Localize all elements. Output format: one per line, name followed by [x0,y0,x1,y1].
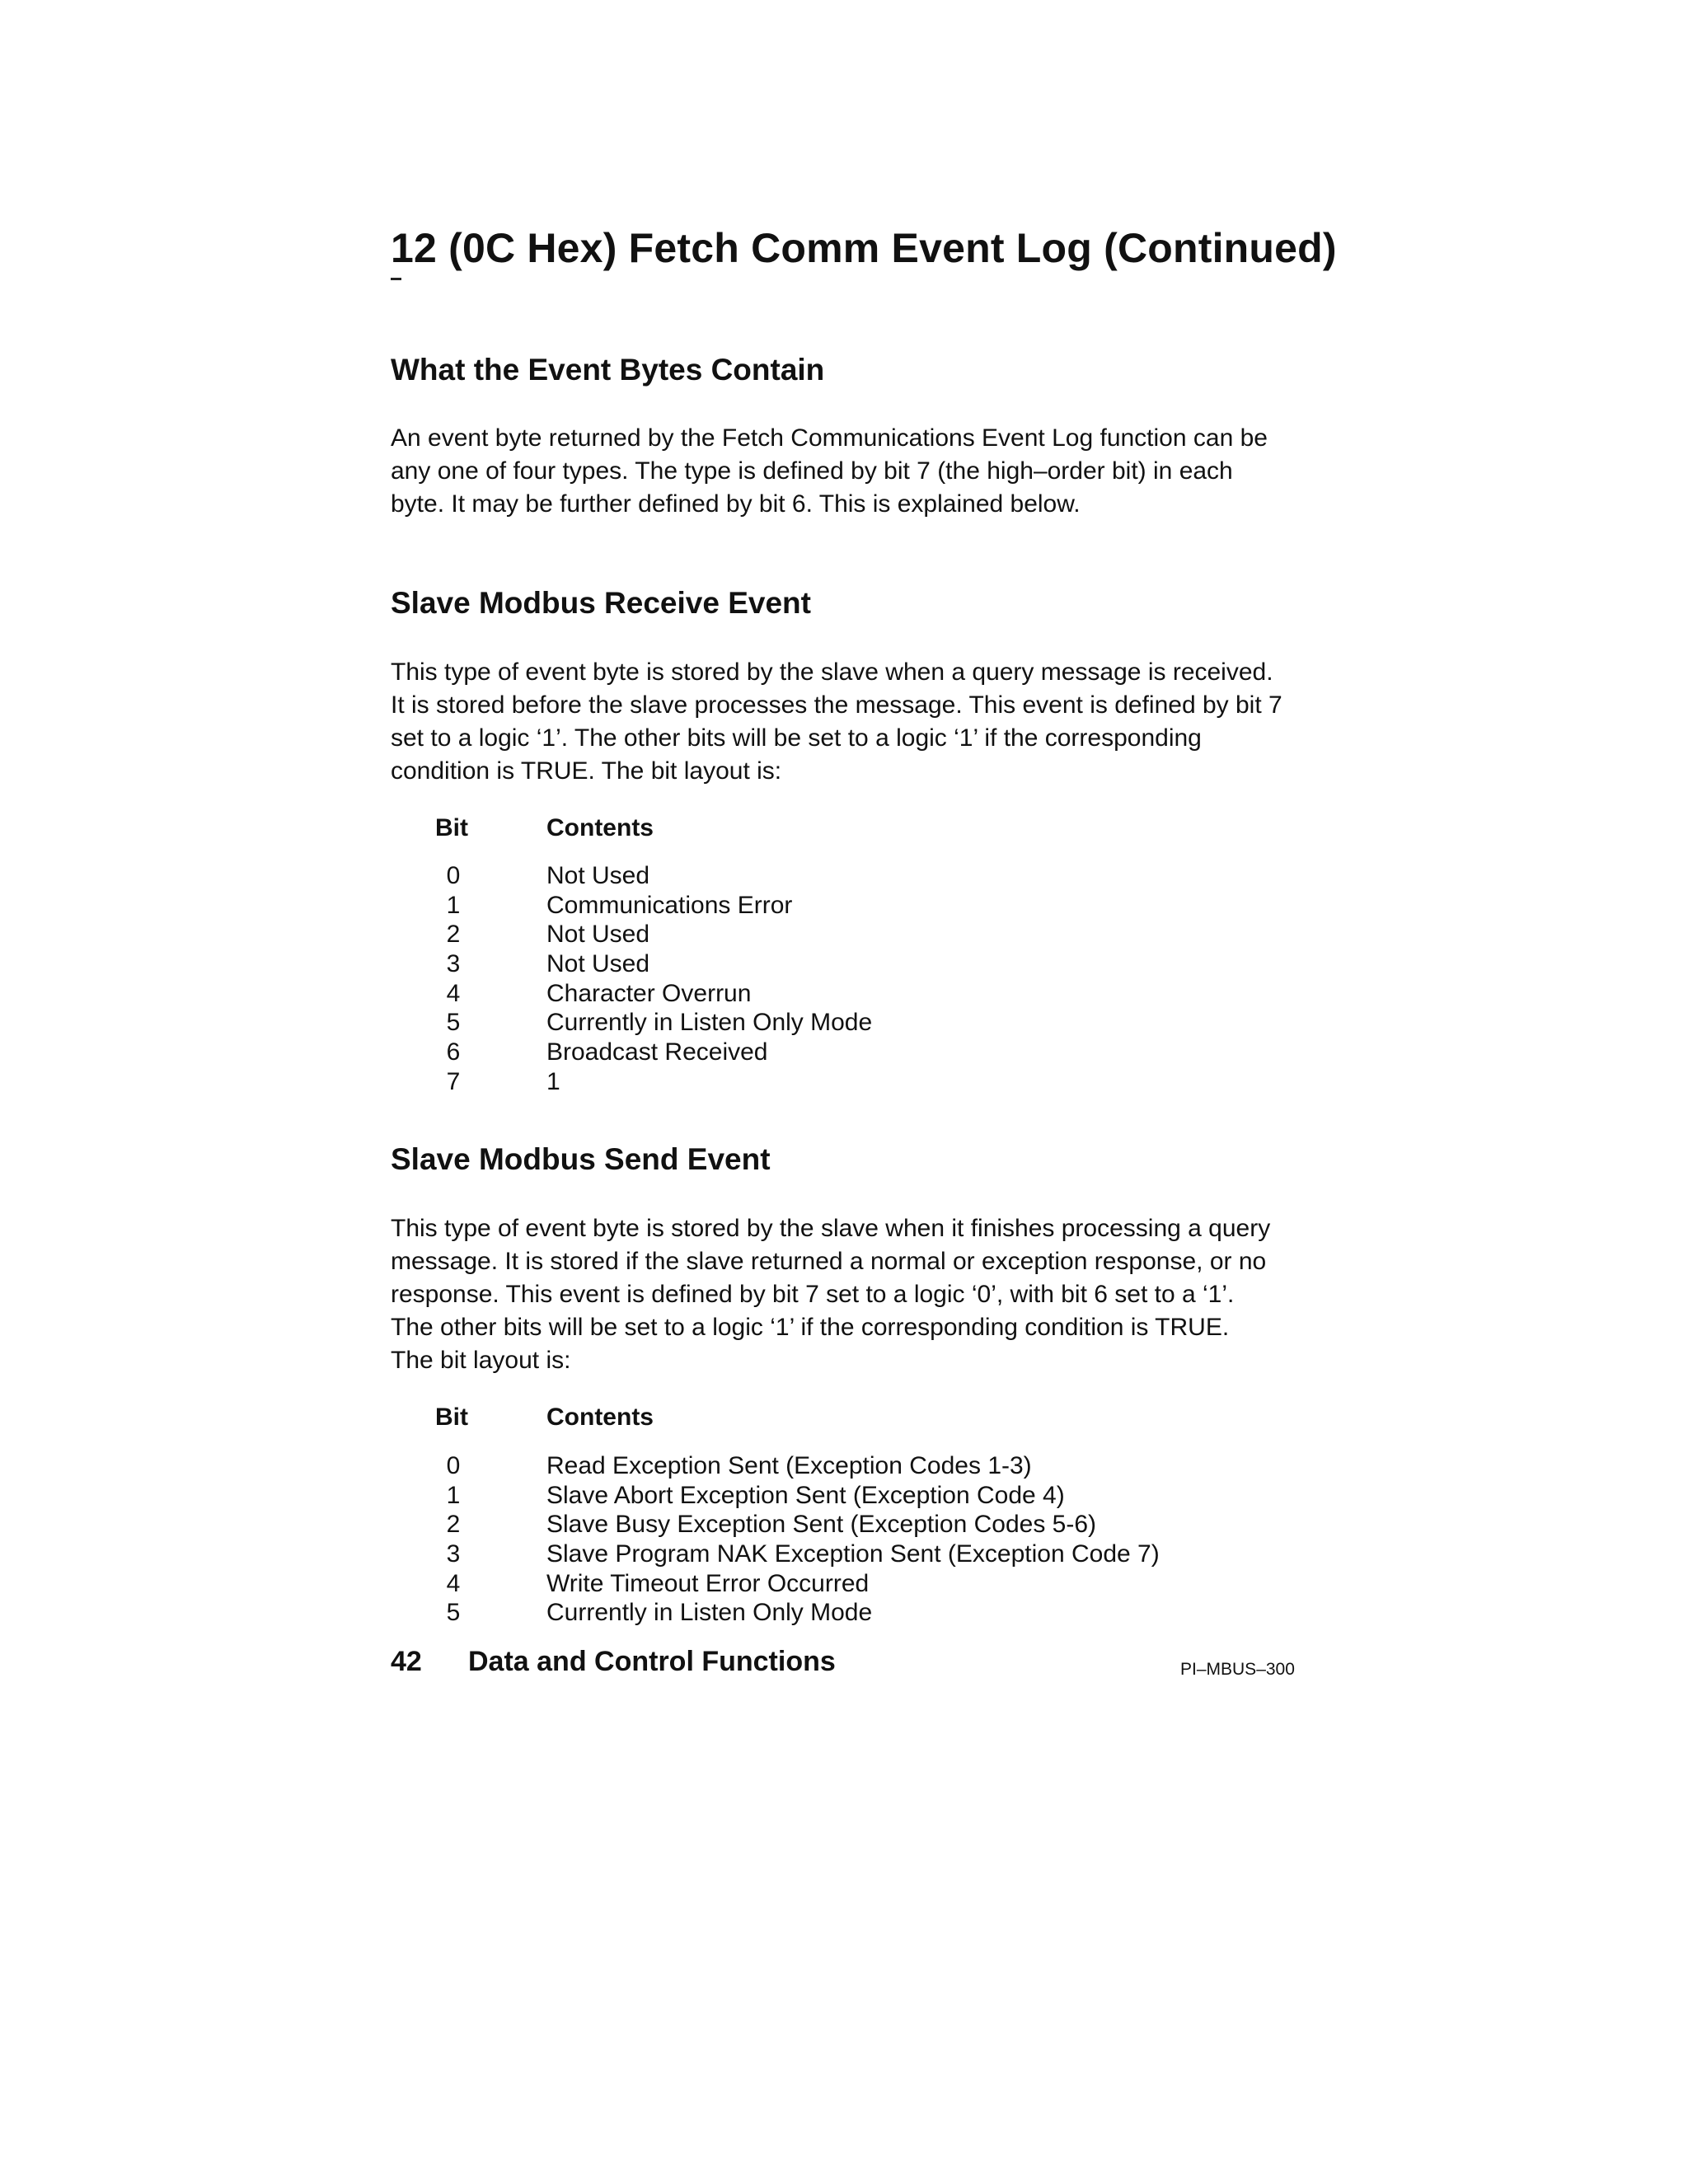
paragraph-line: The other bits will be set to a logic ‘1’ if the corresponding condition is TRUE. [391,1314,1230,1341]
bit-number: 4 [446,1569,461,1597]
paragraph-line: message. It is stored if the slave returned a normal or exception response, or no [391,1248,1267,1275]
table-row [0,1008,1688,1038]
bit-contents: 1 [546,1067,560,1095]
bit-number: 0 [446,862,461,889]
bit-contents: Currently in Listen Only Mode [546,1009,873,1037]
table-header-bit: Bit [435,1404,468,1431]
send-event-bit-table [0,1451,1688,1628]
bit-number: 2 [446,1511,461,1539]
title-underline-mark [391,278,401,280]
table-row [0,861,1688,891]
table-header-contents: Contents [546,1404,654,1431]
paragraph-line: condition is TRUE. The bit layout is: [391,757,782,785]
bit-number: 2 [446,921,461,949]
bit-number: 6 [446,1038,461,1066]
bit-contents: Slave Busy Exception Sent (Exception Codes 5-6) [546,1511,1097,1539]
bit-contents: Currently in Listen Only Mode [546,1599,873,1627]
page-title: 12 (0C Hex) Fetch Comm Event Log (Continued) [391,225,1337,271]
footer-page-number: 42 [391,1646,422,1677]
paragraph-line: response. This event is defined by bit 7 set to a logic ‘0’, with bit 6 set to a ‘1’. [391,1281,1235,1308]
bit-contents: Character Overrun [546,979,752,1007]
table-row [0,949,1688,979]
table-row [0,1540,1688,1569]
table-row [0,1067,1688,1097]
table-row [0,979,1688,1009]
bit-contents: Not Used [546,862,650,889]
table-row [0,920,1688,949]
paragraph-line: byte. It may be further defined by bit 6. This is explained below. [391,490,1081,518]
table-row [0,1569,1688,1599]
paragraph-line: It is stored before the slave processes the message. This event is defined by bit 7 [391,691,1282,719]
bit-contents: Slave Program NAK Exception Sent (Exception Code 7) [546,1540,1160,1568]
table-row [0,1598,1688,1628]
paragraph-line: any one of four types. The type is defined by bit 7 (the high–order bit) in each [391,457,1233,485]
section-heading-receive-event: Slave Modbus Receive Event [391,586,811,620]
paragraph-line: An event byte returned by the Fetch Communications Event Log function can be [391,424,1268,452]
paragraph-send-event [391,1212,1270,1377]
footer-document-id: PI–MBUS–300 [1180,1660,1295,1679]
paragraph-event-bytes [391,422,1268,521]
paragraph-receive-event [391,656,1282,788]
bit-contents: Not Used [546,921,650,949]
bit-number: 3 [446,950,461,978]
bit-number: 4 [446,979,461,1007]
table-header-contents: Contents [546,814,654,841]
table-row [0,891,1688,921]
bit-number: 3 [446,1540,461,1568]
table-row [0,1510,1688,1540]
bit-number: 1 [446,891,461,919]
bit-contents: Read Exception Sent (Exception Codes 1-3) [546,1452,1032,1479]
paragraph-line: This type of event byte is stored by the slave when it finishes processing a query [391,1215,1271,1242]
bit-number: 0 [446,1452,461,1479]
bit-contents: Write Timeout Error Occurred [546,1569,870,1597]
paragraph-line: set to a logic ‘1’. The other bits will be set to a logic ‘1’ if the corresponding [391,724,1202,752]
table-header-bit: Bit [435,814,468,841]
bit-number: 7 [446,1067,461,1095]
bit-number: 5 [446,1599,461,1627]
paragraph-line: This type of event byte is stored by the slave when a query message is received. [391,658,1273,686]
paragraph-line: The bit layout is: [391,1347,571,1374]
table-row [0,1451,1688,1481]
bit-contents: Broadcast Received [546,1038,768,1066]
bit-contents: Slave Abort Exception Sent (Exception Code 4) [546,1481,1065,1509]
bit-contents: Not Used [546,950,650,978]
bit-number: 5 [446,1009,461,1037]
bit-number: 1 [446,1481,461,1509]
bit-contents: Communications Error [546,891,793,919]
section-heading-event-bytes: What the Event Bytes Contain [391,353,825,387]
table-row [0,1038,1688,1067]
section-heading-send-event: Slave Modbus Send Event [391,1142,771,1176]
table-row [0,1481,1688,1511]
receive-event-bit-table [0,861,1688,1097]
footer-section-title: Data and Control Functions [468,1646,836,1677]
